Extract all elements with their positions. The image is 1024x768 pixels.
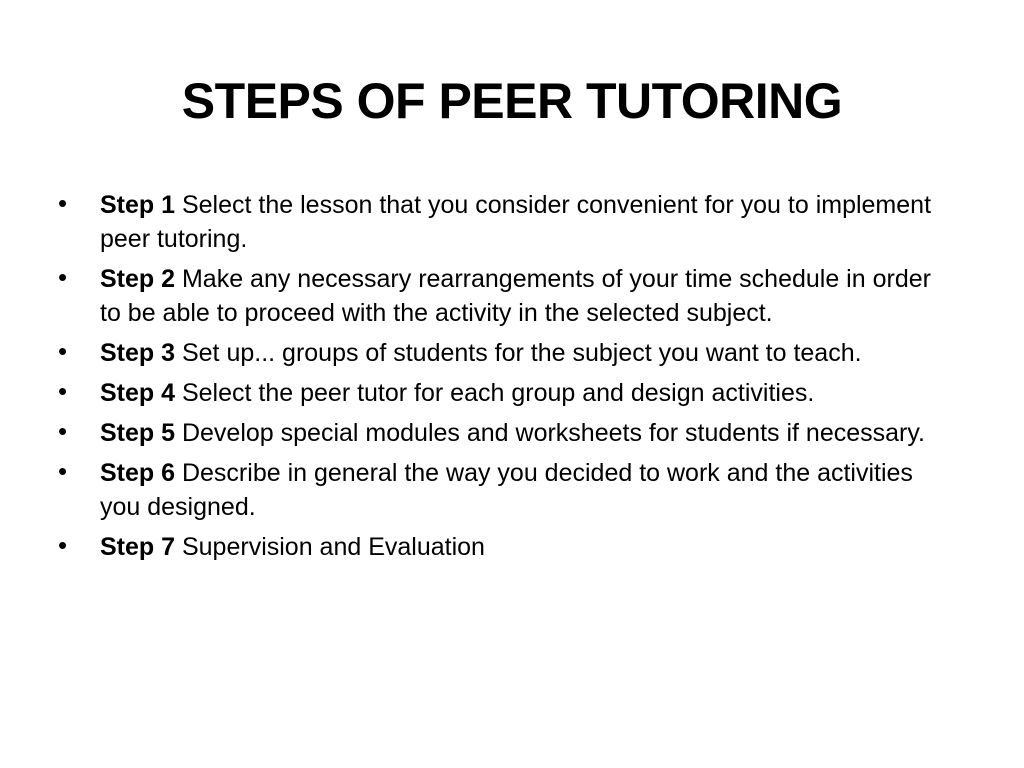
bullet-icon: •	[58, 376, 68, 406]
step-text: Describe in general the way you decided to work and the activities you designed.	[100, 459, 913, 521]
bullet-icon: •	[58, 530, 68, 560]
step-item-5	[58, 416, 958, 450]
steps-list	[58, 188, 958, 570]
step-label: Step 4	[100, 379, 176, 407]
step-text: Set up... groups of students for the subject you want to teach.	[175, 339, 862, 367]
step-label: Step 7	[100, 533, 176, 561]
step-text: Supervision and Evaluation	[175, 533, 485, 561]
step-text: Make any necessary rearrangements of your time schedule in order to be able to proceed with the activity in the selected subject.	[100, 265, 931, 327]
step-text: Select the peer tutor for each group and design activities.	[175, 379, 815, 407]
step-item-7	[58, 530, 958, 564]
bullet-icon: •	[58, 416, 68, 446]
step-label: Step 3	[100, 339, 176, 367]
step-label: Step 5	[100, 419, 176, 447]
bullet-icon: •	[58, 336, 68, 366]
step-text: Develop special modules and worksheets for students if necessary.	[175, 419, 925, 447]
step-label: Step 2	[100, 265, 176, 293]
step-label: Step 1	[100, 191, 176, 219]
bullet-icon: •	[58, 188, 68, 218]
step-item-3	[58, 336, 958, 370]
step-label: Step 6	[100, 459, 176, 487]
step-text: Select the lesson that you consider convenient for you to implement peer tutoring.	[100, 191, 932, 253]
bullet-icon: •	[58, 262, 68, 292]
bullet-icon: •	[58, 456, 68, 486]
step-item-6	[58, 456, 958, 524]
step-item-4	[58, 376, 958, 410]
step-item-2	[58, 262, 958, 330]
slide-title: STEPS OF PEER TUTORING	[181, 73, 843, 129]
step-item-1	[58, 188, 958, 256]
